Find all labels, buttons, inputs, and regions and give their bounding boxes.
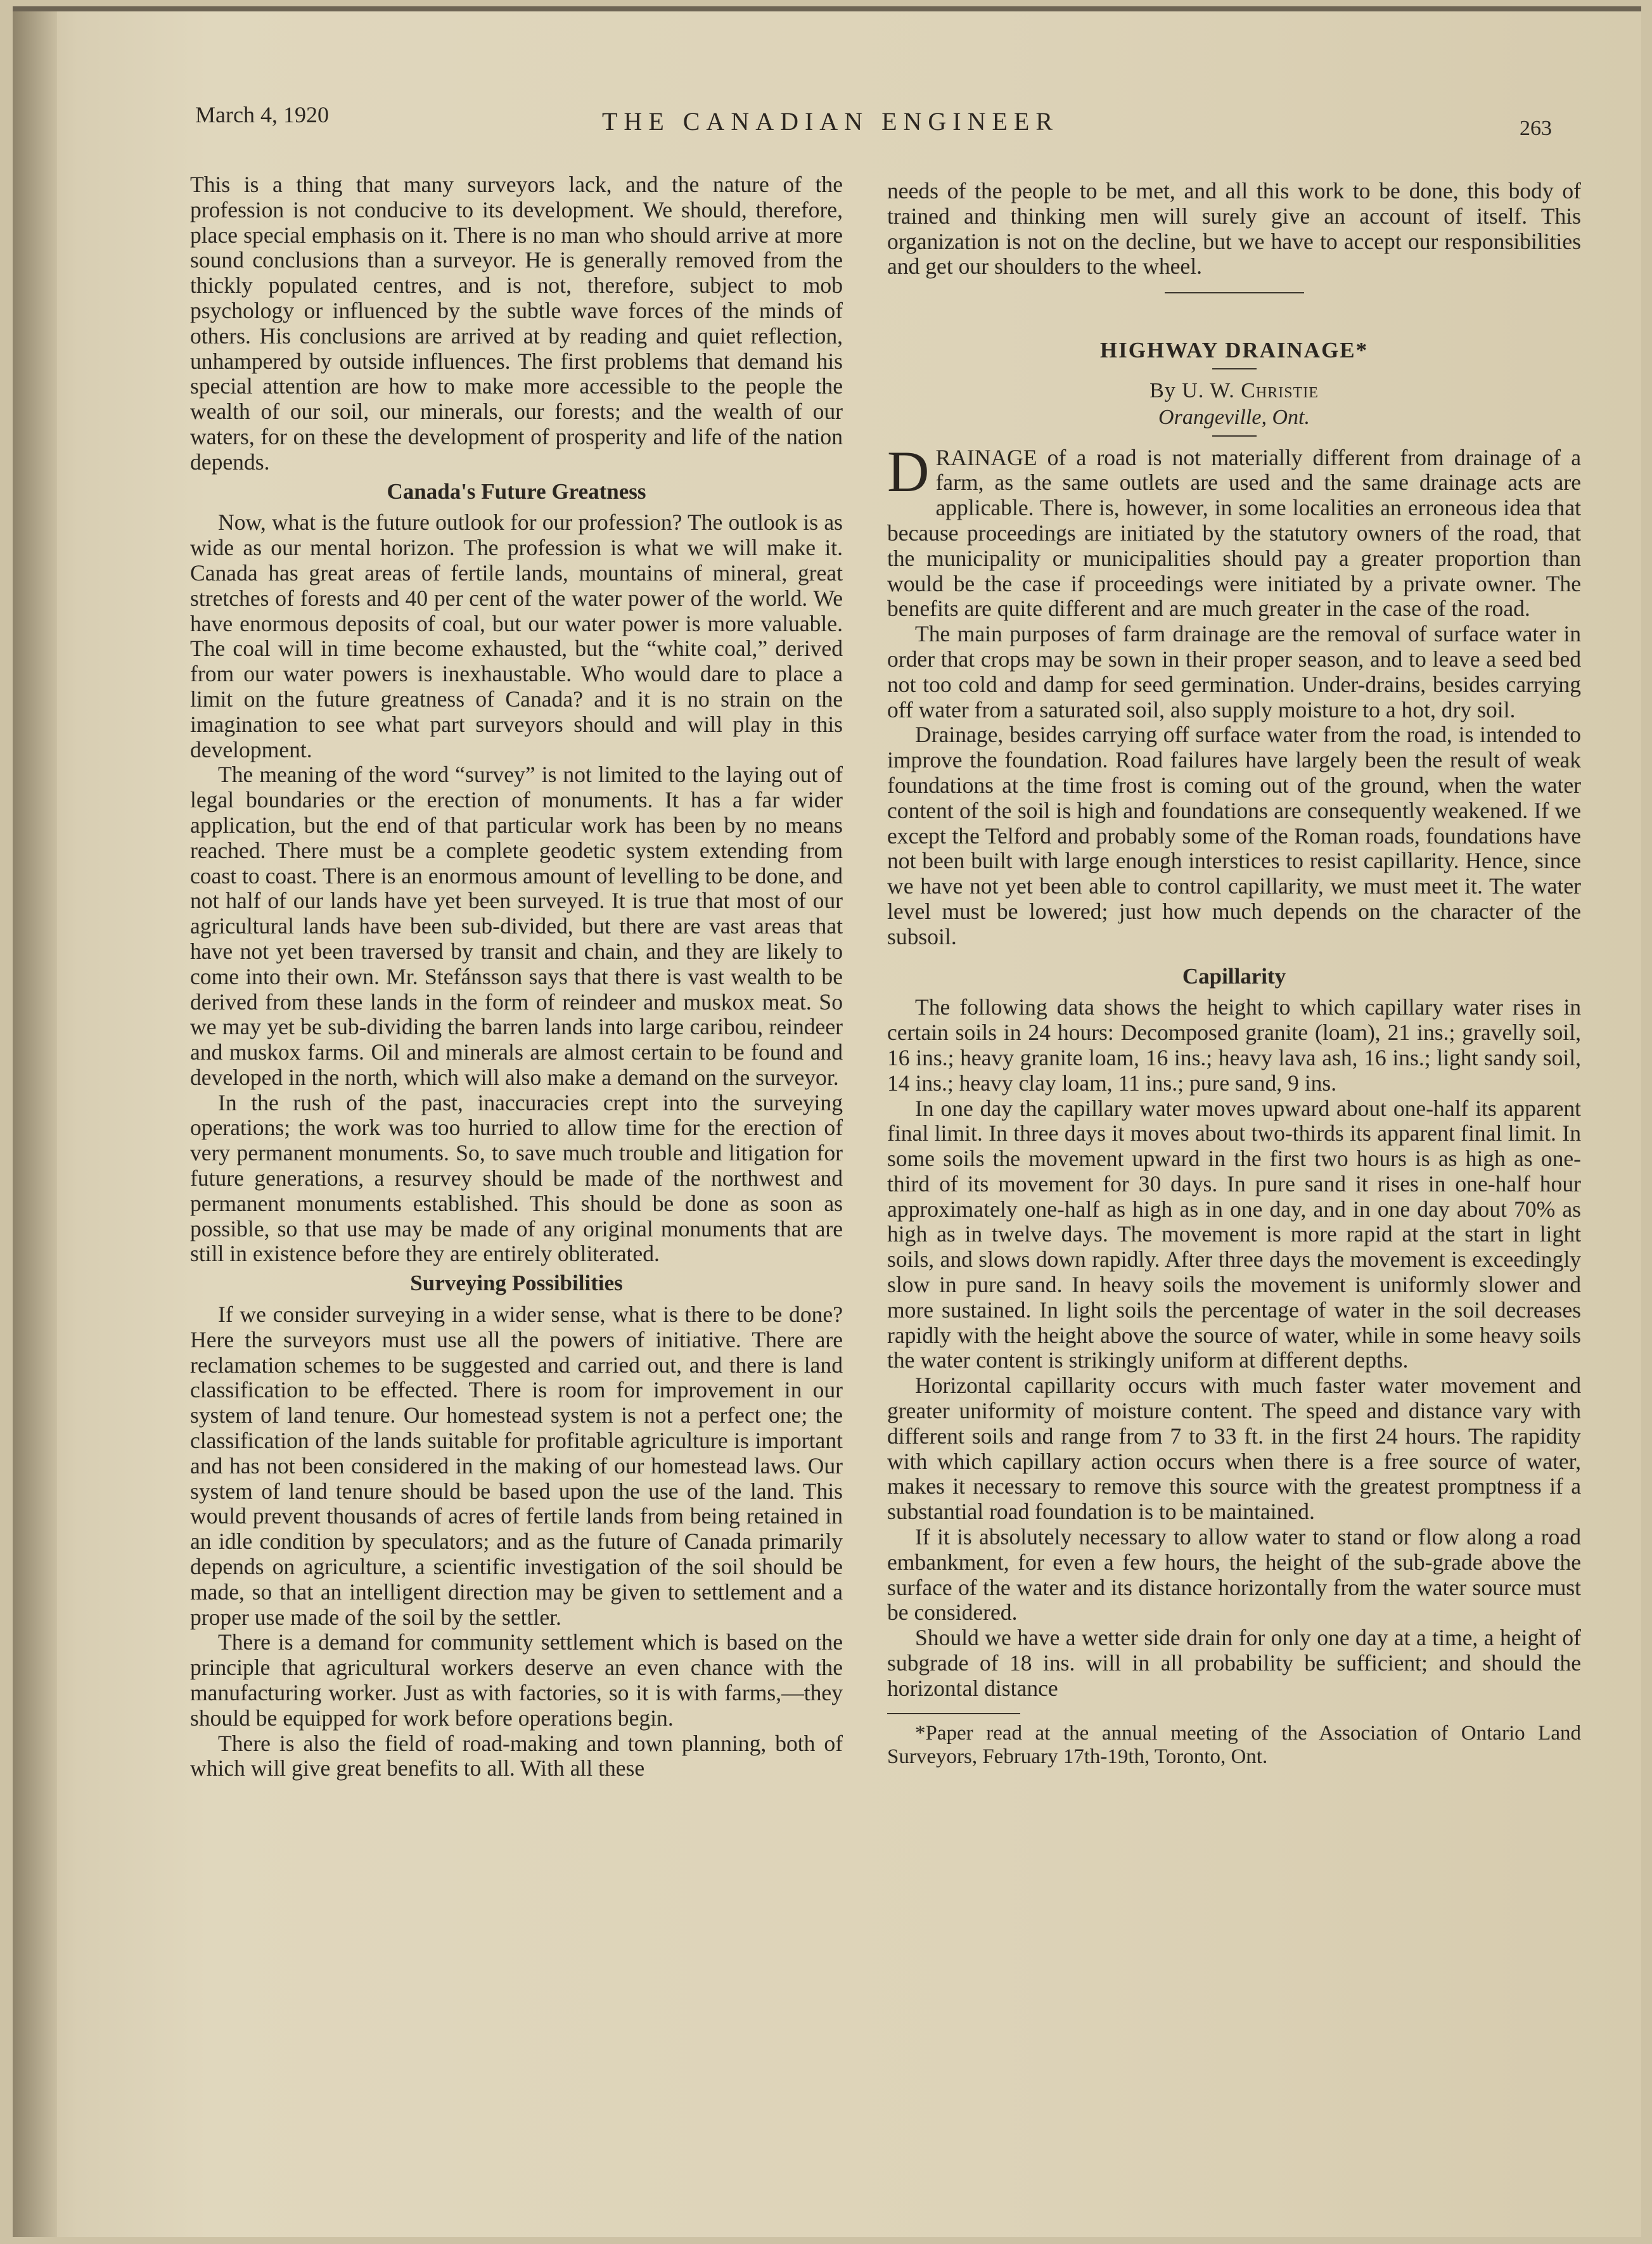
paragraph: The following data shows the height to which capillary water rises in certain soils in 24 hours: Decomposed granite (loam), 21 ins.; gravelly soil, 16 ins.; heavy granite loam, 16 ins.; heavy lava ash, 16 ins.; light sandy soil, 14 ins.; heavy clay loam, 11 ins.; pure sand, 9 ins. — [887, 994, 1581, 1096]
right-column — [887, 179, 1581, 1769]
paragraph: Horizontal capillarity occurs with much faster water movement and greater uniformity of moisture content. The speed and distance vary with different soils and range from 7 to 33 ft. in the first 24 hours. The rapidity with which capillary action occurs when there is a free source of water, makes it necessary to remove this source with the greatest promptness if a substantial road foundation is to be maintained. — [887, 1373, 1581, 1525]
section-divider — [1165, 292, 1304, 293]
author-affiliation: Orangeville, Ont. — [1158, 405, 1310, 429]
paragraph: If we consider surveying in a wider sense, what is there to be done? Here the surveyors must use all the powers of initiative. There are reclamation schemes to be suggested and carried out, and there is land classification to be effected. There is room for improvement in our system of land tenure. Our homestead system is not a perfect one; the classification of the lands suitable for profitable agriculture is important and has not been considered in the making of our homestead laws. Our system of land tenure should be based upon the use of the land. This would prevent thousands of acres of fertile lands from being retained in an idle condition by speculators; and as the future of Canada primarily depends on agriculture, a scientific investigation of the soil should be made, so that an intelligent direction may be given to settlement and a proper use made of the soil by the settler. — [190, 1302, 843, 1630]
paragraph: Now, what is the future outlook for our profession? The outlook is as wide as our mental horizon. The profession is what we will make it. Canada has great areas of fertile lands, mountains of mineral, great stretches of forests and 40 per cent of the water power of the world. We have enormous deposits of coal, but our water power is more valuable. The coal will in time become exhausted, but the “white coal,” derived from our water powers is inexhaustable. Who would dare to place a limit on the future greatness of Canada? and it is no strain on the imagination to see what part surveyors should and will play in this development. — [190, 510, 843, 762]
issue-date: March 4, 1920 — [195, 102, 329, 127]
footnote-rule — [887, 1713, 1020, 1714]
running-header — [184, 94, 1578, 144]
lead-paragraph — [887, 439, 1581, 622]
paragraph: Drainage, besides carrying off surface water from the road, is intended to improve the foundation. Road failures have largely been the result of weak foundations at the time frost is coming out of the ground, when the water content of the soil is high and foundations are consequently weakened. If we except the Telford and probably some of the Roman roads, foundations have not been built with large enough interstices to resist capillarity. Hence, since we have not yet been able to control capillarity, we must meet it. The water level must be lowered; just how much depends on the character of the subsoil. — [887, 722, 1581, 949]
binding-shadow — [13, 6, 57, 2237]
paragraph: Should we have a wetter side drain for only one day at a time, a height of subgrade of 18 ins. will in all probability be sufficient; and should the horizontal distance — [887, 1625, 1581, 1701]
paragraph: If it is absolutely necessary to allow water to stand or flow along a road embankment, for even a few hours, the height of the sub-grade above the surface of the water and its distance horizontally from the water source must be considered. — [887, 1524, 1581, 1625]
paragraph: In the rush of the past, inaccuracies crept into the surveying operations; the work was too hurried to allow time for the erection of very permanent monuments. So, to save much trouble and litigation for future generations, a resurvey should be made of the northwest and permanent monuments established. This should be done as soon as possible, so that use may be made of any original monuments that are still in existence before they are entirely obliterated. — [190, 1089, 843, 1267]
paragraph: In one day the capillary water moves upward about one-half its apparent final limit. In three days it moves about two-thirds its apparent final limit. In some soils the movement upward in the first two hours is as high as one-third of its movement for 30 days. In pure sand it rises in one-half hour approximately one-half as high as in one day, and in one day about 70% as high as in twelve days. The movement is more rapid at the start in light soils, and slows down rapidly. After three days the movement is exceedingly slow in pure sand. In heavy soils the movement is uniformly slower and more sustained. In light soils the percentage of water in the soil decreases rapidly with the height above the source of water, while in some heavy soils the water content is strikingly uniform at different depths. — [887, 1095, 1581, 1373]
section-heading: Capillarity — [1182, 963, 1286, 989]
paragraph: There is a demand for community settlement which is based on the principle that agricultural workers deserve an even chance with the manufacturing worker. Just as with factories, so it is with farms,—they should be equipped for work before operations begin. — [190, 1629, 843, 1731]
byline-rule — [1212, 435, 1257, 437]
byline-prefix: By — [1149, 378, 1176, 402]
paragraph: This is a thing that many surveyors lack, and the nature of the profession is not conducive to its development. We should, therefore, place special emphasis on it. There is no man who should arrive at more sound conclusions than a surveyor. He is generally removed from the thickly populated centres, and is not, therefore, subject to mob psychology or influenced by the subtle wave forces of the minds of others. His conclusions are arrived at by reading and quiet reflection, unhampered by outside influences. The first problems that demand his special attention are how to make more accessible to the people the wealth of our soil, our minerals, our forests; and the wealth of our waters, for on these the development of prosperity and life of the nation depends. — [190, 172, 843, 475]
paragraph: The main purposes of farm drainage are the removal of surface water in order that crops may be sown in their proper season, and to leave a seed bed not too cold and damp for seed germination. Under-drains, besides carrying off water from a saturated soil, also supply moisture to a hot, dry soil. — [887, 621, 1581, 722]
section-heading: Canada's Future Greatness — [387, 478, 646, 504]
article-title: HIGHWAY DRAINAGE* — [1099, 338, 1369, 363]
paragraph: needs of the people to be met, and all this work to be done, this body of trained and thinking men will surely give an account of itself. This organization is not on the decline, but we have to accept our responsibilities and get our shoulders to the wheel. — [887, 178, 1581, 279]
top-edge — [13, 6, 1641, 11]
footnote: *Paper read at the annual meeting of the Association of Ontario Land Surveyors, February 17th-19th, Toronto, Ont. — [887, 1721, 1581, 1768]
section-heading: Surveying Possibilities — [410, 1271, 623, 1296]
paragraph: The meaning of the word “survey” is not limited to the laying out of legal boundaries or the erection of monuments. It has a far wider application, but the end of that particular work has been by no means reached. There must be a complete geodetic system extending from coast to coast. There is an enormous amount of levelling to be done, and not half of our lands have yet been surveyed. It is true that most of our agricultural lands have been sub-divided, but there are vast areas that have not yet been traversed by transit and chain, and they are likely to come into their own. Mr. Stefánsson says that there is vast wealth to be derived from these lands in the form of reindeer and muskox meat. So we may yet be sub-dividing the barren lands into large caribou, reindeer and muskox farms. Oil and minerals are almost certain to be found and developed in the north, which will also make a demand on the surveyor. — [190, 762, 843, 1090]
left-column — [190, 172, 843, 1781]
page — [13, 6, 1641, 2237]
drop-cap: D — [887, 439, 930, 504]
lead-paragraph-text: RAINAGE of a road is not materially different from drainage of a farm, as the same outlets are used and the same drainage acts are applicable. There is, however, in some localities an erroneous idea that because proceedings are initiated by the statutory owners of the road, that the municipality or municipalities should pay a greater proportion than would be the case if proceedings were initiated by a private owner. The benefits are quite different and are much greater in the case of the road. — [887, 444, 1581, 622]
title-rule — [1212, 368, 1257, 369]
author-name: U. W. Christie — [1182, 378, 1319, 402]
page-number: 263 — [1520, 117, 1552, 140]
byline — [887, 378, 1581, 404]
journal-title: THE CANADIAN ENGINEER — [602, 107, 1060, 136]
paragraph: There is also the field of road-making and town planning, both of which will give great benefits to all. With all these — [190, 1730, 843, 1781]
